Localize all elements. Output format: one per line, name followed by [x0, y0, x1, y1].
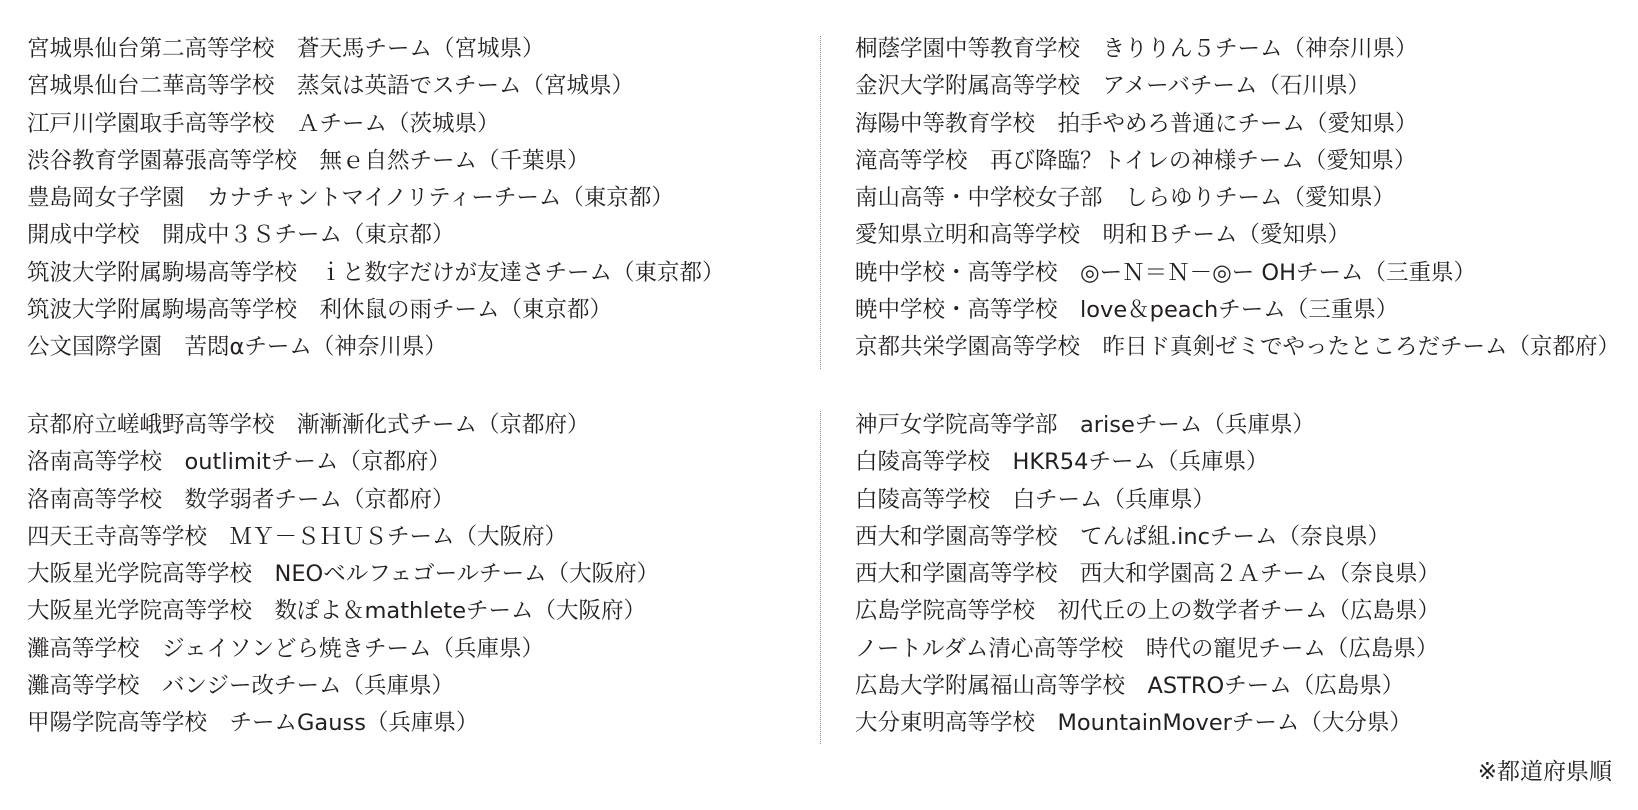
team-entry: 白陵高等学校 白チーム（兵庫県） — [855, 486, 1216, 513]
team-list-left-bottom — [27, 407, 659, 743]
team-entry: 海陽中等教育学校 拍手やめろ普通にチーム（愛知県） — [855, 110, 1418, 137]
team-entry: 洛南高等学校 outlimitチーム（京都府） — [27, 449, 451, 476]
team-entry: 渋谷教育学園幕張高等学校 無ｅ自然チーム（千葉県） — [27, 147, 590, 174]
team-entry: 四天王寺高等学校 ＭＹ－ＳＨＵＳチーム（大阪府） — [27, 523, 568, 550]
team-entry: 宮城県仙台二華高等学校 蒸気は英語でスチーム（宮城県） — [27, 73, 635, 100]
team-entry: 豊島岡女子学園 カナチャントマイノリティーチーム（東京都） — [27, 185, 674, 212]
team-list-left-top — [27, 31, 725, 367]
team-entry: 広島学院高等学校 初代丘の上の数学者チーム（広島県） — [855, 598, 1441, 625]
team-entry: 西大和学園高等学校 てんぱ組.incチーム（奈良県） — [855, 523, 1391, 550]
team-entry: 大阪星光学院高等学校 NEOベルフェゴールチーム（大阪府） — [27, 561, 660, 588]
column-divider-bottom — [820, 411, 821, 744]
team-entry: 大阪星光学院高等学校 数ぽよ＆mathleteチーム（大阪府） — [27, 598, 647, 625]
team-entry: 甲陽学院高等学校 チームGauss（兵庫県） — [27, 710, 479, 737]
team-list-right-bottom — [855, 407, 1440, 743]
team-entry: 灘高等学校 バンジー改チーム（兵庫県） — [27, 673, 454, 700]
team-list-right-top — [855, 31, 1620, 367]
team-entry: 暁中学校・高等学校 ◎ーＮ＝Ｎ－◎ー OHチーム（三重県） — [855, 259, 1477, 286]
ordering-note: ※都道府県順 — [1477, 759, 1612, 785]
team-entry: 筑波大学附属駒場高等学校 ｉと数字だけが友達さチーム（東京都） — [27, 259, 725, 286]
team-entry: 西大和学園高等学校 西大和学園高２Ａチーム（奈良県） — [855, 561, 1441, 588]
team-entry: 南山高等・中学校女子部 しらゆりチーム（愛知県） — [855, 185, 1396, 212]
team-entry: 公文国際学園 苦悶αチーム（神奈川県） — [27, 334, 447, 361]
team-entry: 滝高等学校 再び降臨？トイレの神様チーム（愛知県） — [855, 147, 1417, 174]
team-entry: 筑波大学附属駒場高等学校 利休鼠の雨チーム（東京都） — [27, 297, 613, 324]
team-entry: 灘高等学校 ジェイソンどら焼きチーム（兵庫県） — [27, 635, 545, 662]
team-entry: 宮城県仙台第二高等学校 蒼天馬チーム（宮城県） — [27, 36, 545, 62]
team-entry: 京都府立嵯峨野高等学校 漸漸漸化式チーム（京都府） — [27, 412, 590, 438]
team-entry: 桐蔭学園中等教育学校 きりりん５チーム（神奈川県） — [855, 36, 1418, 62]
team-entry: 江戸川学園取手高等学校 Ａチーム（茨城県） — [27, 110, 500, 137]
team-entry: ノートルダム清心高等学校 時代の寵児チーム（広島県） — [855, 635, 1439, 662]
team-entry: 金沢大学附属高等学校 アメーバチーム（石川県） — [855, 73, 1371, 100]
column-divider-top — [820, 36, 821, 369]
team-entry: 愛知県立明和高等学校 明和Ｂチーム（愛知県） — [855, 222, 1351, 249]
team-entry: 暁中学校・高等学校 love＆peachチーム（三重県） — [855, 297, 1399, 324]
team-entry: 神戸女学院高等学部 ariseチーム（兵庫県） — [855, 412, 1315, 438]
team-entry: 大分東明高等学校 MountainMoverチーム（大分県） — [855, 710, 1412, 737]
team-entry: 白陵高等学校 HKR54チーム（兵庫県） — [855, 449, 1269, 476]
team-entry: 洛南高等学校 数学弱者チーム（京都府） — [27, 486, 455, 513]
team-entry: 広島大学附属福山高等学校 ASTROチーム（広島県） — [855, 673, 1405, 700]
team-entry: 京都共栄学園高等学校 昨日ド真剣ゼミでやったところだチーム（京都府） — [855, 334, 1621, 361]
team-entry: 開成中学校 開成中３Ｓチーム（東京都） — [27, 222, 455, 249]
